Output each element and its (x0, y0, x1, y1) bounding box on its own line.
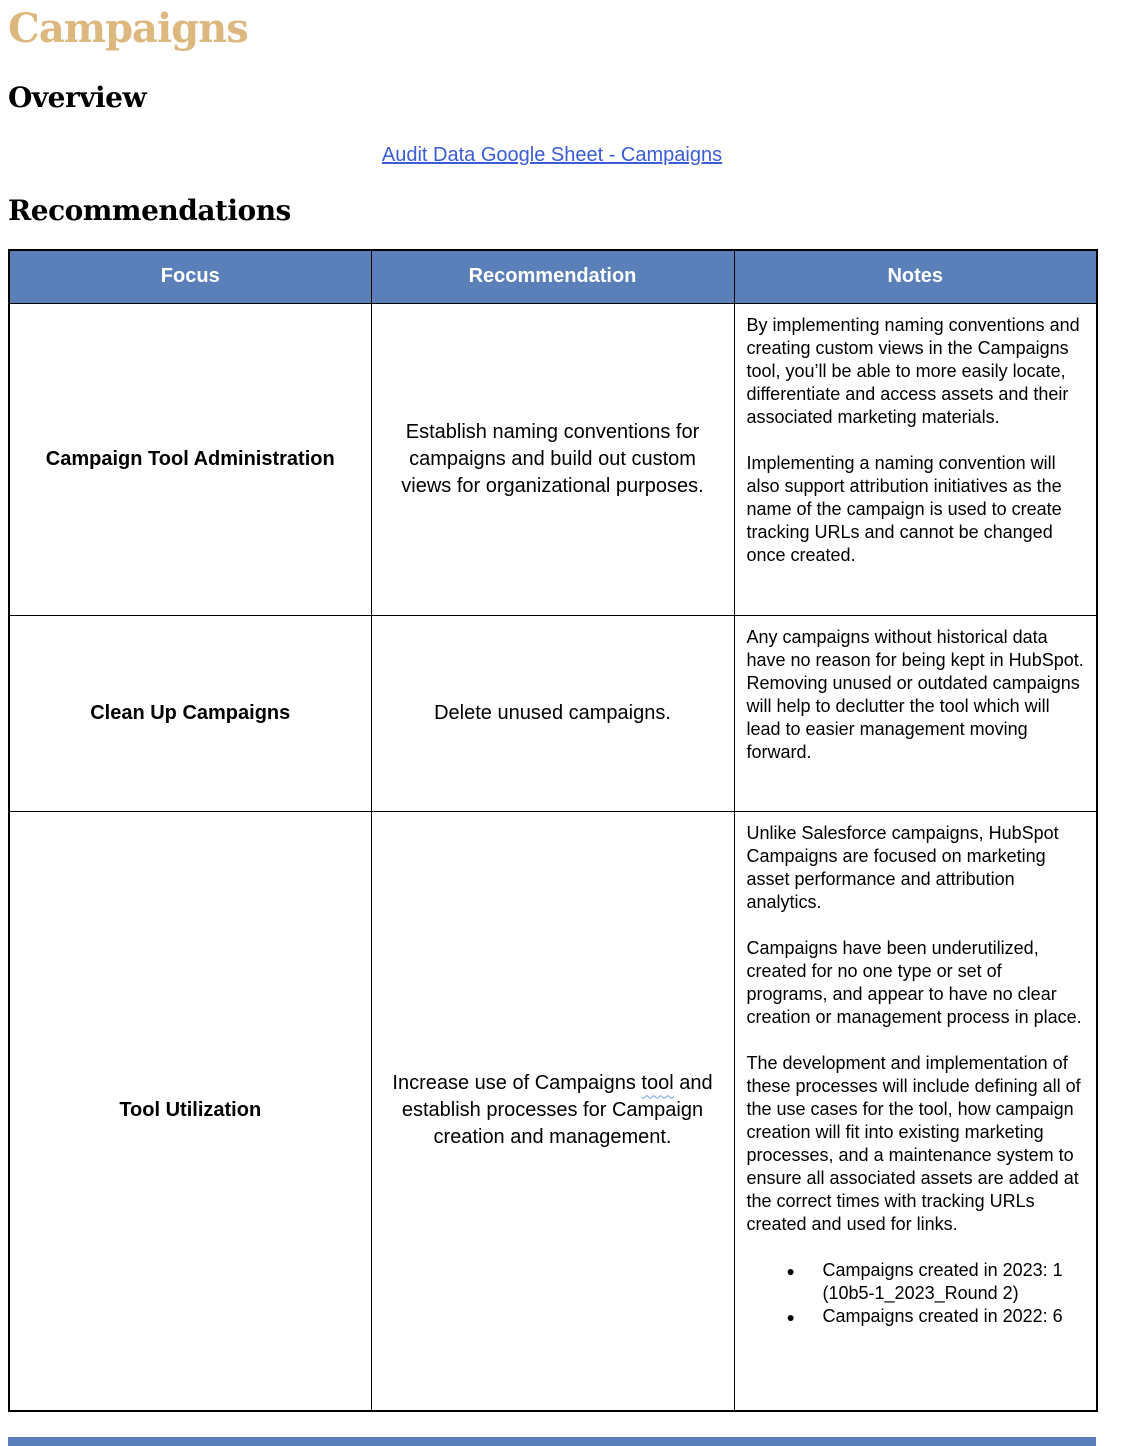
notes-tool-utilization (734, 811, 1097, 1411)
notes-paragraph: Implementing a naming convention will also support attribution initiatives as the name of the campaign is used to create tracking URLs and cannot be changed once created. (746, 452, 1062, 565)
page-title: Campaigns (8, 5, 248, 52)
link-row (8, 142, 1096, 169)
overview-heading: Overview (8, 81, 147, 114)
notes-paragraph: Unlike Salesforce campaigns, HubSpot Campaigns are focused on marketing asset performance and attribution analytics. (746, 822, 1059, 912)
table-header-row (9, 250, 1097, 303)
recommendations-heading: Recommendations (8, 194, 291, 227)
notes-paragraph: Any campaigns without historical data have no reason for being kept in HubSpot. (746, 626, 1084, 670)
table-row (9, 615, 1097, 811)
header-notes: Notes (734, 250, 1097, 303)
recommendation-text: and establish processes for Campaign creation and management. (401, 1072, 713, 1149)
notes-paragraph: The development and implementation of these processes will include defining all of the use cases for the tool, how campaign creation will fit into existing marketing processes, and a maintenance system to ensure all associated assets are added at the correct times with tracking URLs created and used for links. (746, 1052, 1081, 1234)
list-item: ● Campaigns created in 2022: 6 (787, 1305, 1085, 1328)
audit-data-sheet-link[interactable]: Audit Data Google Sheet - Campaigns (381, 144, 723, 166)
table-row (9, 303, 1097, 615)
next-table-header-sliver (8, 1437, 1096, 1446)
notes-paragraph: Campaigns have been underutilized, created for no one type or set of programs, and appear to have no clear creation or management process in place. (746, 937, 1082, 1027)
list-item: ● Campaigns created in 2023: 1 (10b5-1_2023_Round 2) (787, 1259, 1085, 1305)
header-recommendation: Recommendation (371, 250, 734, 303)
campaigns-created-list (787, 1259, 1085, 1328)
recommendations-table (8, 249, 1098, 1412)
spellcheck-squiggle-word: tool (641, 1072, 674, 1095)
table-row (9, 811, 1097, 1411)
recommendation-increase-use (371, 811, 734, 1411)
notes-paragraph: By implementing naming conventions and creating custom views in the Campaigns tool, you’ll be able to more easily locate, differentiate and access assets and their associated marketing materials. (746, 314, 1080, 427)
focus-tool-utilization: Tool Utilization (9, 811, 371, 1411)
header-focus: Focus (9, 250, 371, 303)
recommendation-text: Increase use of Campaigns (392, 1072, 642, 1095)
notes-clean-up-campaigns (734, 615, 1097, 811)
recommendation-delete-unused: Delete unused campaigns. (371, 615, 734, 811)
focus-campaign-tool-administration: Campaign Tool Administration (9, 303, 371, 615)
notes-campaign-tool-administration (734, 303, 1097, 615)
focus-clean-up-campaigns: Clean Up Campaigns (9, 615, 371, 811)
notes-paragraph: Removing unused or outdated campaigns will help to declutter the tool which will lead to easier management moving forward. (746, 672, 1080, 762)
recommendation-naming-conventions: Establish naming conventions for campaigns and build out custom views for organizational purposes. (371, 303, 734, 615)
